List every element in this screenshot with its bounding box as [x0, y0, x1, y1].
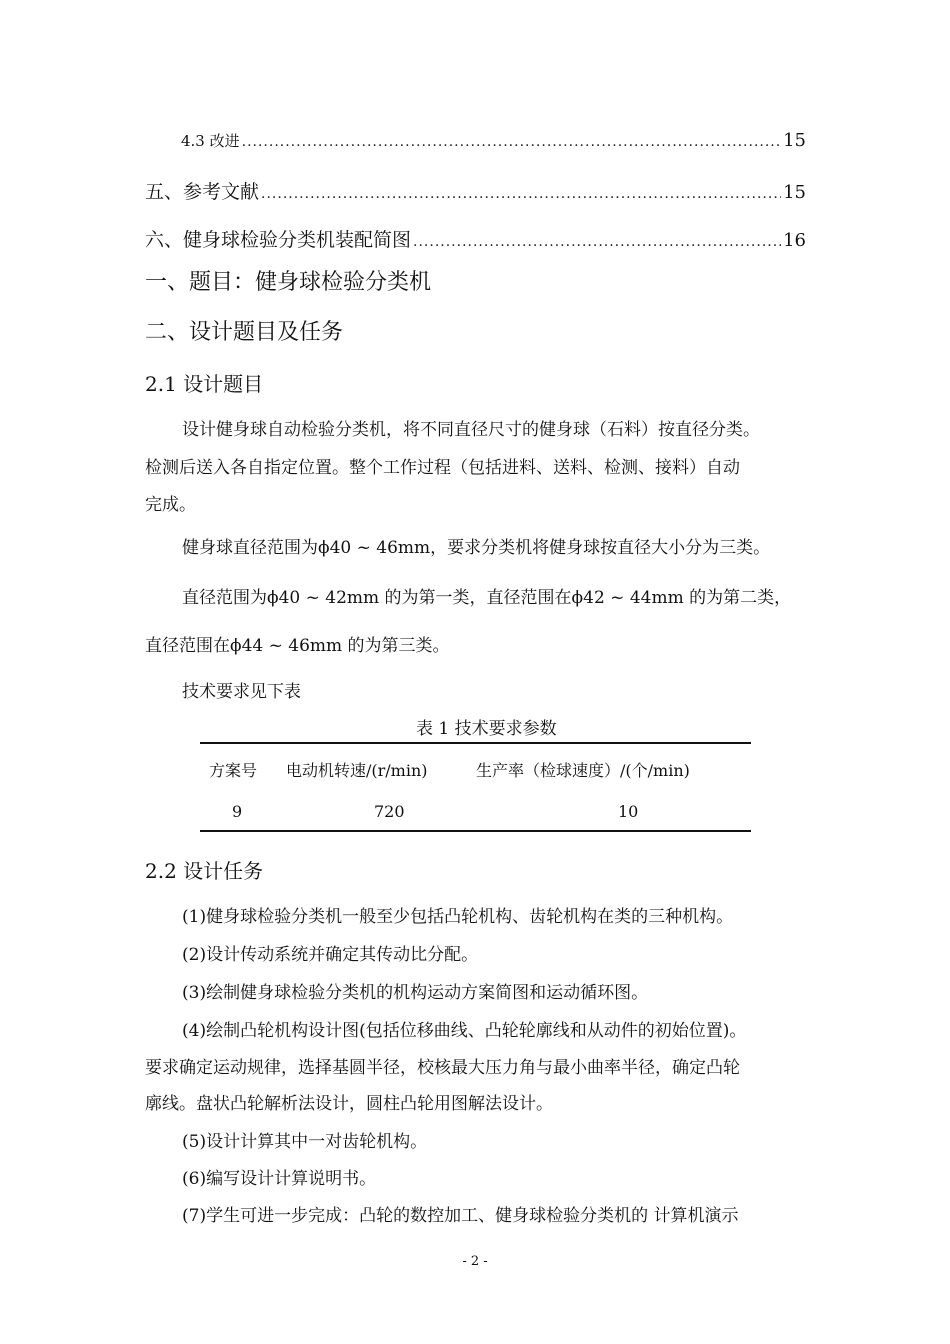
toc-page: 15 [783, 130, 806, 151]
table-header-cell: 方案号 [209, 761, 258, 780]
paragraph-line: 技术要求见下表 [182, 682, 301, 702]
toc-entry[interactable] [145, 177, 806, 204]
paragraph-line: 直径范围为ϕ40 ~ 42mm 的为第一类，直径范围在ϕ42 ~ 44mm 的为第二类， [182, 588, 792, 608]
toc-label: 六、健身球检验分类机装配简图 [145, 229, 412, 251]
table-cell: 9 [232, 802, 243, 821]
paragraph-line: 设计健身球自动检验分类机，将不同直径尺寸的健身球（石料）按直径分类。 [182, 420, 760, 440]
subheading-topic: 2.1 设计题目 [145, 372, 264, 396]
table-bottom-rule [200, 830, 751, 832]
paragraph-line: 完成。 [145, 495, 196, 515]
task-item: (7)学生可进一步完成：凸轮的数控加工、健身球检验分类机的 计算机演示 [182, 1206, 739, 1226]
toc-label: 4.3 改进 [181, 132, 240, 150]
table-cell: 720 [374, 802, 405, 821]
table-cell: 10 [618, 802, 639, 821]
toc-entry[interactable] [181, 130, 806, 151]
toc-leader [413, 234, 781, 250]
page-number: - 2 - [462, 1254, 488, 1269]
task-item: 要求确定运动规律，选择基圆半径，校核最大压力角与最小曲率半径，确定凸轮 [145, 1058, 740, 1078]
paragraph-line: 直径范围在ϕ44 ~ 46mm 的为第三类。 [145, 636, 450, 656]
toc-page: 15 [783, 182, 806, 203]
subheading-task: 2.2 设计任务 [145, 859, 264, 883]
toc-leader [242, 134, 781, 150]
heading-topic: 一、题目：健身球检验分类机 [145, 270, 432, 295]
task-item: (4)绘制凸轮机构设计图(包括位移曲线、凸轮轮廓线和从动件的初始位置)。 [182, 1021, 747, 1041]
paragraph-line: 健身球直径范围为ϕ40 ~ 46mm，要求分类机将健身球按直径大小分为三类。 [182, 538, 771, 558]
table-header-cell: 电动机转速/(r/min) [286, 761, 428, 780]
task-item: 廓线。盘状凸轮解析法设计，圆柱凸轮用图解法设计。 [145, 1094, 553, 1114]
heading-task: 二、设计题目及任务 [145, 320, 344, 345]
toc-label: 五、参考文献 [145, 181, 260, 203]
toc-page: 16 [783, 230, 806, 251]
task-item: (2)设计传动系统并确定其传动比分配。 [182, 945, 479, 965]
toc-leader [261, 186, 781, 202]
paragraph-line: 检测后送入各自指定位置。整个工作过程（包括进料、送料、检测、接料）自动 [145, 458, 740, 478]
task-item: (1)健身球检验分类机一般至少包括凸轮机构、齿轮机构在类的三种机构。 [182, 907, 734, 927]
table-header-cell: 生产率（检球速度）/(个/min) [476, 761, 690, 780]
task-item: (3)绘制健身球检验分类机的机构运动方案简图和运动循环图。 [182, 983, 649, 1003]
table-caption: 表 1 技术要求参数 [416, 719, 557, 739]
task-item: (5)设计计算其中一对齿轮机构。 [182, 1132, 428, 1152]
task-item: (6)编写设计计算说明书。 [182, 1169, 377, 1189]
table-top-rule [200, 742, 751, 744]
toc-entry[interactable] [145, 225, 806, 252]
